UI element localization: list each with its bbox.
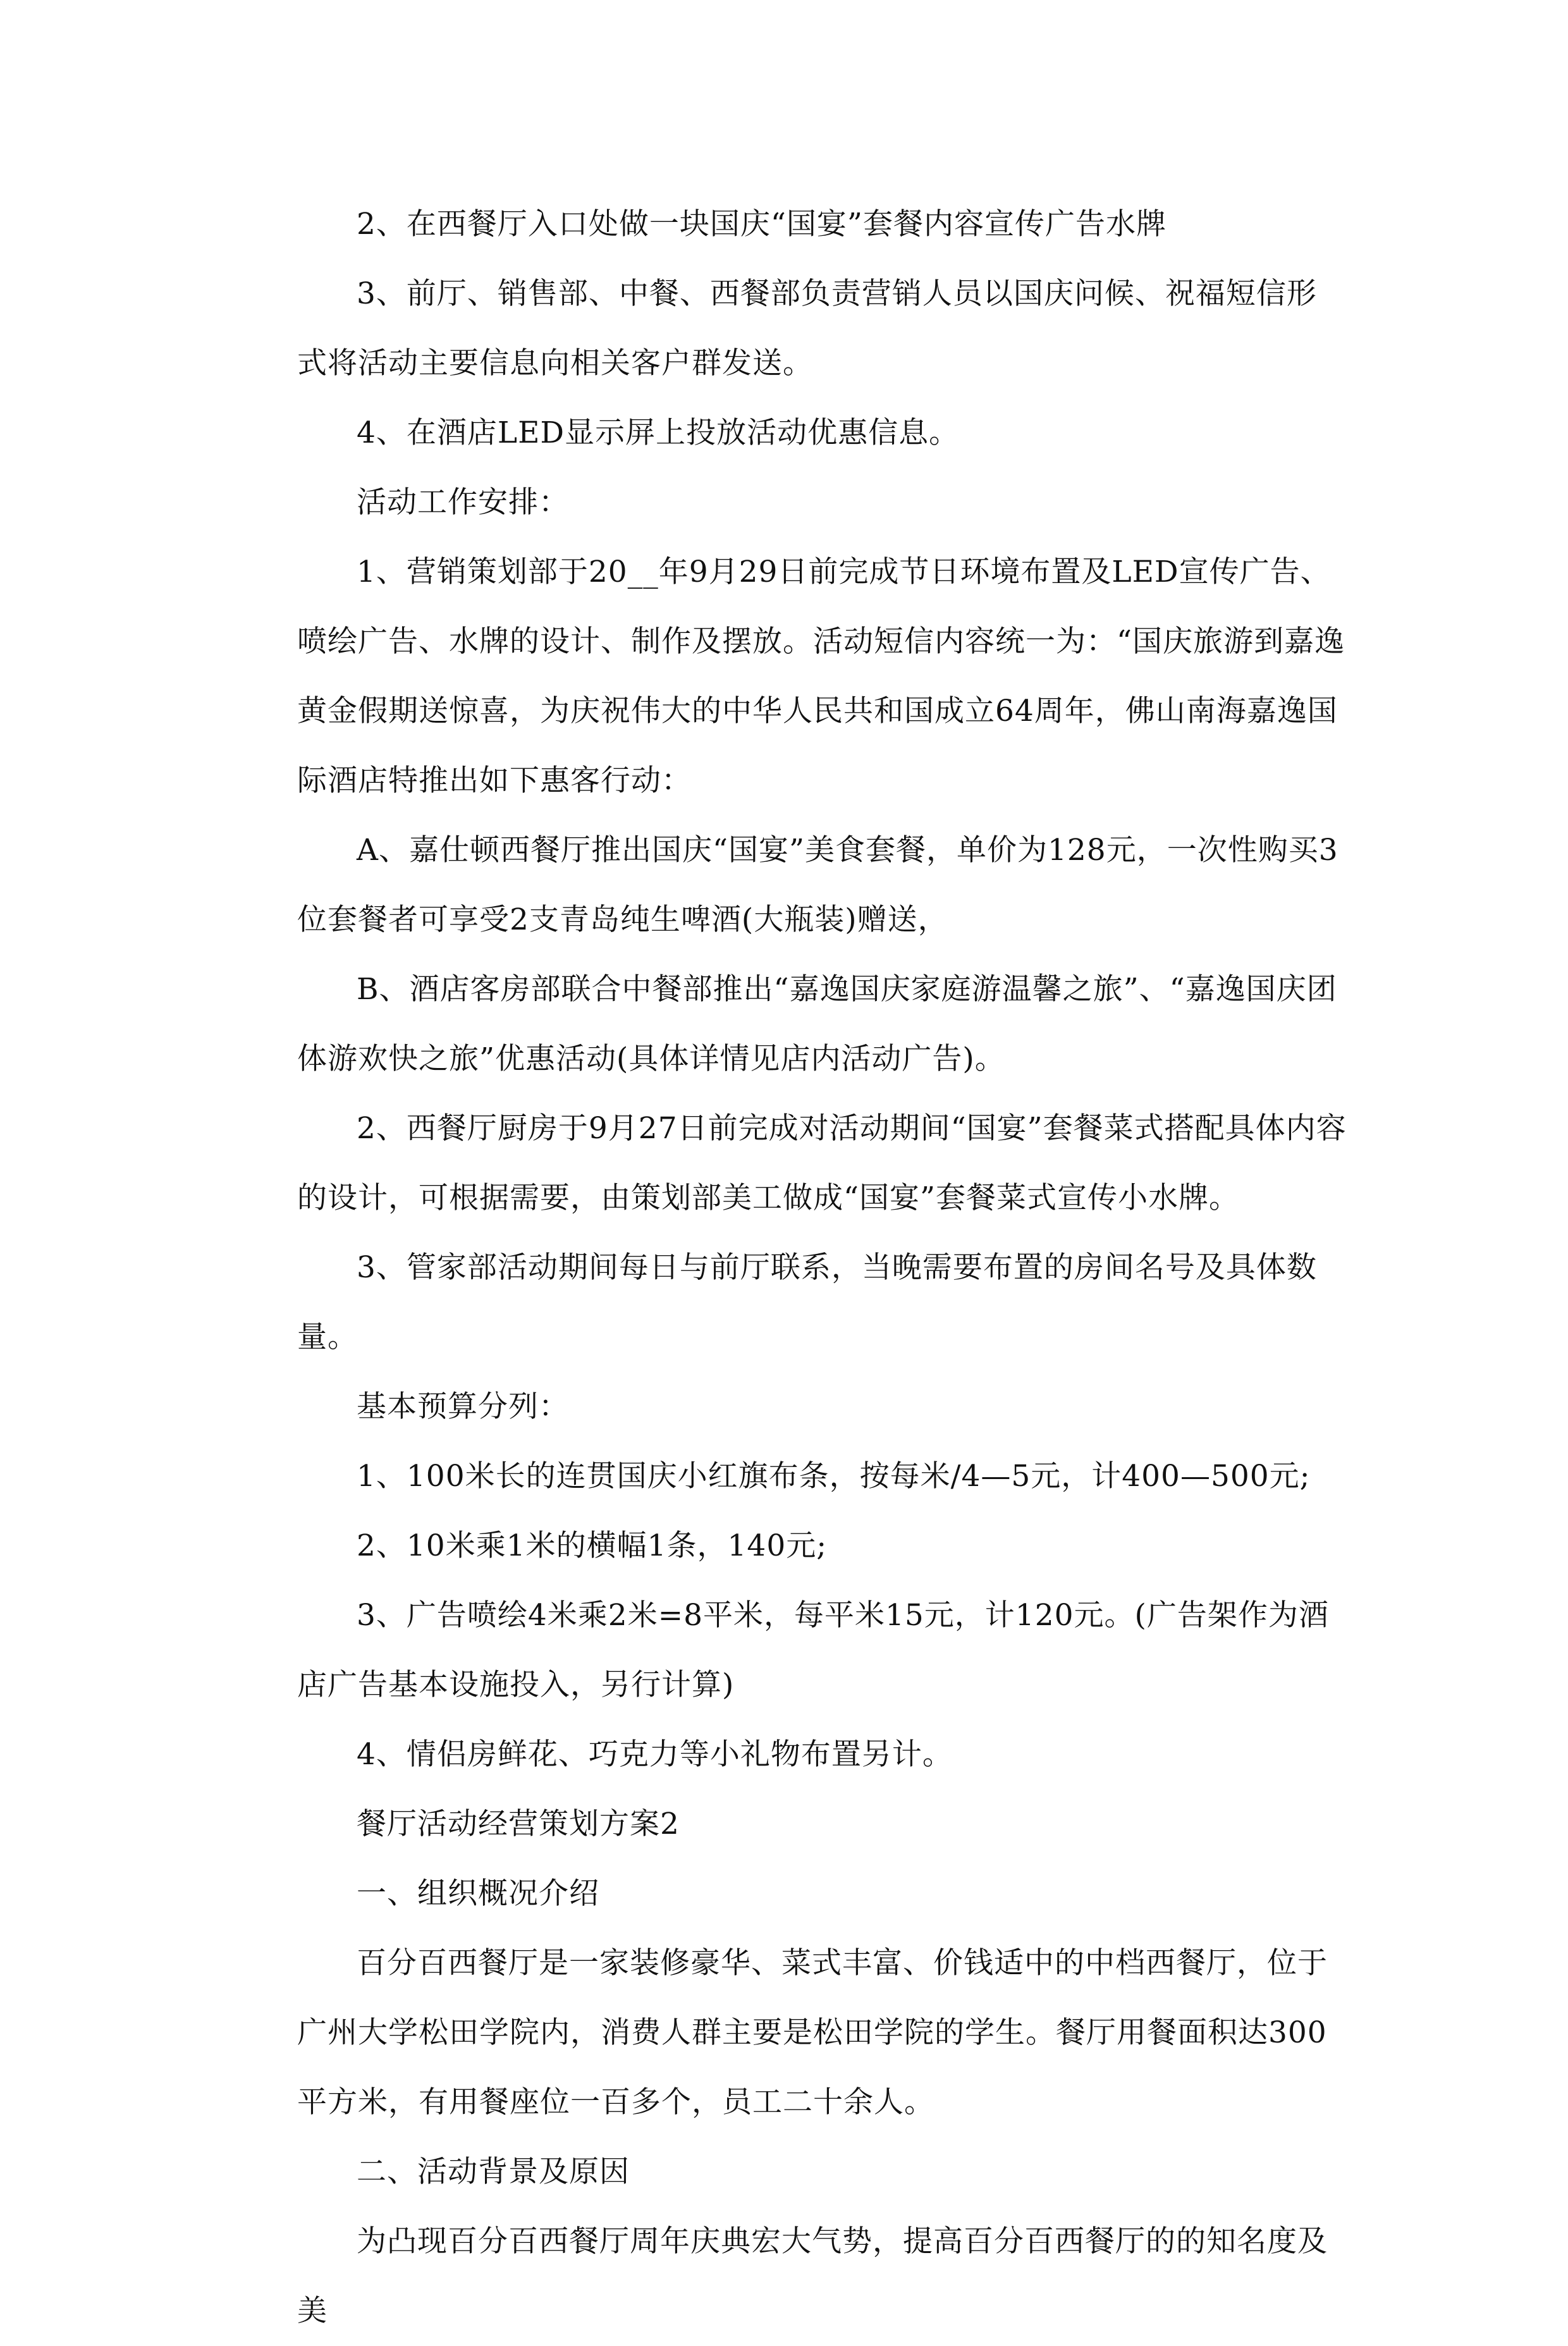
paragraph-1: 2、在西餐厅入口处做一块国庆“国宴”套餐内容宣传广告水牌	[357, 207, 1167, 242]
paragraph-12: 2、10米乘1米的横幅1条，140元;	[357, 1528, 828, 1563]
paragraph-2: 3、前厅、销售部、中餐、西餐部负责营销人员以国庆问候、祝福短信形式将活动主要信息向相关客户群发送。	[297, 276, 1317, 381]
paragraph-18: 二、活动背景及原因	[357, 2154, 630, 2189]
document-body	[297, 190, 1347, 2346]
paragraph-19: 为凸现百分百西餐厅周年庆典宏大气势，提高百分百西餐厅的的知名度及美	[297, 2224, 1328, 2328]
paragraph-3: 4、在酒店LED显示屏上投放活动优惠信息。	[357, 415, 960, 450]
paragraph-10: 基本预算分列：	[357, 1389, 569, 1424]
paragraph-9: 3、管家部活动期间每日与前厅联系，当晚需要布置的房间名号及具体数量。	[297, 1250, 1317, 1354]
paragraph-7: B、酒店客房部联合中餐部推出“嘉逸国庆家庭游温馨之旅”、“嘉逸国庆团体游欢快之旅”优惠活动(具体详情见店内活动广告)。	[297, 972, 1337, 1076]
paragraph-8: 2、西餐厅厨房于9月27日前完成对活动期间“国宴”套餐菜式搭配具体内容的设计，可根据需要，由策划部美工做成“国宴”套餐菜式宣传小水牌。	[297, 1111, 1347, 1215]
paragraph-15: 餐厅活动经营策划方案2	[357, 1807, 680, 1841]
paragraph-5: 1、营销策划部于20__年9月29日前完成节日环境布置及LED宣传广告、喷绘广告、水牌的设计、制作及摆放。活动短信内容统一为：“国庆旅游到嘉逸黄金假期送惊喜，为庆祝伟大的中华人民共和国成立64周年，佛山南海嘉逸国际酒店特推出如下惠客行动：	[297, 555, 1345, 798]
paragraph-4: 活动工作安排：	[357, 485, 569, 520]
paragraph-6: A、嘉仕顿西餐厅推出国庆“国宴”美食套餐，单价为128元，一次性购买3位套餐者可享受2支青岛纯生啤酒(大瓶装)赠送，	[297, 833, 1338, 937]
paragraph-16: 一、组织概况介绍	[357, 1876, 599, 1911]
paragraph-17: 百分百西餐厅是一家装修豪华、菜式丰富、价钱适中的中档西餐厅，位于广州大学松田学院内，消费人群主要是松田学院的学生。餐厅用餐面积达300平方米，有用餐座位一百多个，员工二十余人。	[297, 1946, 1328, 2120]
paragraph-13: 3、广告喷绘4米乘2米=8平米，每平米15元，计120元。(广告架作为酒店广告基本设施投入，另行计算)	[297, 1598, 1329, 1702]
paragraph-14: 4、情侣房鲜花、巧克力等小礼物布置另计。	[357, 1737, 953, 1772]
paragraph-11: 1、100米长的连贯国庆小红旗布条，按每米/4—5元，计400—500元;	[357, 1459, 1311, 1494]
